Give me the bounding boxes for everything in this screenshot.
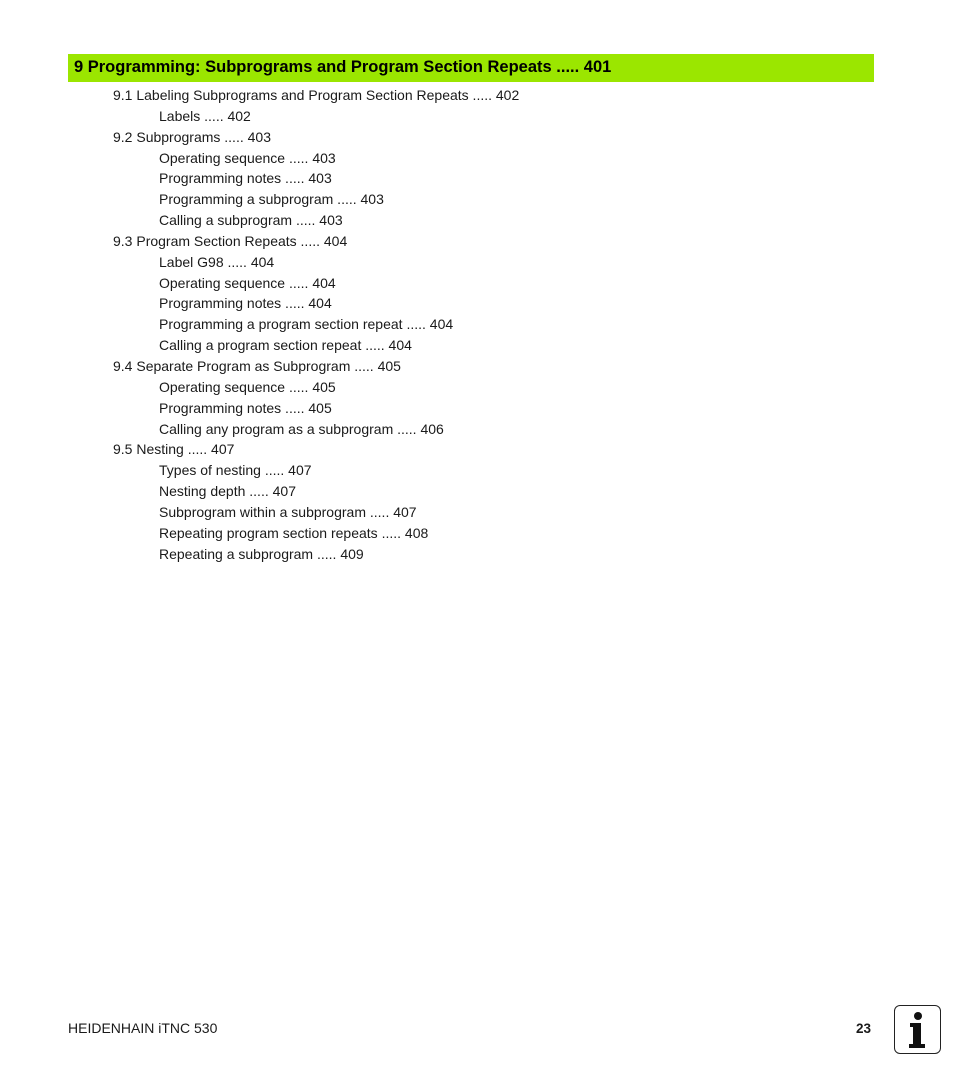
toc-subsection-entry[interactable]: Nesting depth ..... 407 (159, 483, 296, 500)
toc-subsection-entry[interactable]: Label G98 ..... 404 (159, 253, 275, 270)
toc-subsection-entry[interactable]: Labels ..... 402 (159, 107, 251, 124)
toc-subsection-entry[interactable]: Programming notes ..... 403 (159, 170, 332, 187)
toc-subsection-entry[interactable]: Calling any program as a subprogram ..... 406 (159, 420, 444, 437)
toc-subsection-entry[interactable]: Calling a subprogram ..... 403 (159, 212, 343, 229)
toc-subsection-entry[interactable]: Repeating program section repeats ..... 408 (159, 524, 429, 541)
toc-subsection-entry[interactable]: Subprogram within a subprogram ..... 407 (159, 503, 417, 520)
toc-subsection-entry[interactable]: Calling a program section repeat ..... 404 (159, 337, 412, 354)
chapter-heading (68, 54, 874, 82)
toc-subsection-entry[interactable]: Programming a subprogram ..... 403 (159, 191, 384, 208)
toc-subsection-entry[interactable]: Types of nesting ..... 407 (159, 462, 312, 479)
toc-section-entry[interactable]: 9.5 Nesting ..... 407 (113, 441, 235, 458)
toc-subsection-entry[interactable]: Programming a program section repeat ..... 404 (159, 316, 454, 333)
table-of-contents (0, 85, 954, 564)
page-number: 23 (856, 1021, 872, 1036)
toc-section-entry[interactable]: 9.4 Separate Program as Subprogram ..... 405 (113, 357, 401, 374)
toc-subsection-entry[interactable]: Operating sequence ..... 404 (159, 274, 336, 291)
toc-subsection-entry[interactable]: Programming notes ..... 405 (159, 399, 332, 416)
toc-subsection-entry[interactable]: Repeating a subprogram ..... 409 (159, 545, 364, 562)
toc-section-entry[interactable]: 9.2 Subprograms ..... 403 (113, 128, 271, 145)
info-icon (894, 1005, 941, 1054)
toc-section-entry[interactable]: 9.1 Labeling Subprograms and Program Section Repeats ..... 402 (113, 87, 520, 103)
chapter-title: 9 Programming: Subprograms and Program Section Repeats ..... 401 (74, 58, 612, 76)
toc-subsection-entry[interactable]: Operating sequence ..... 403 (159, 149, 336, 166)
toc-subsection-entry[interactable]: Programming notes ..... 404 (159, 295, 332, 312)
toc-subsection-entry[interactable]: Operating sequence ..... 405 (159, 378, 336, 395)
toc-section-entry[interactable]: 9.3 Program Section Repeats ..... 404 (113, 232, 348, 249)
footer-product: HEIDENHAIN iTNC 530 (68, 1020, 218, 1036)
